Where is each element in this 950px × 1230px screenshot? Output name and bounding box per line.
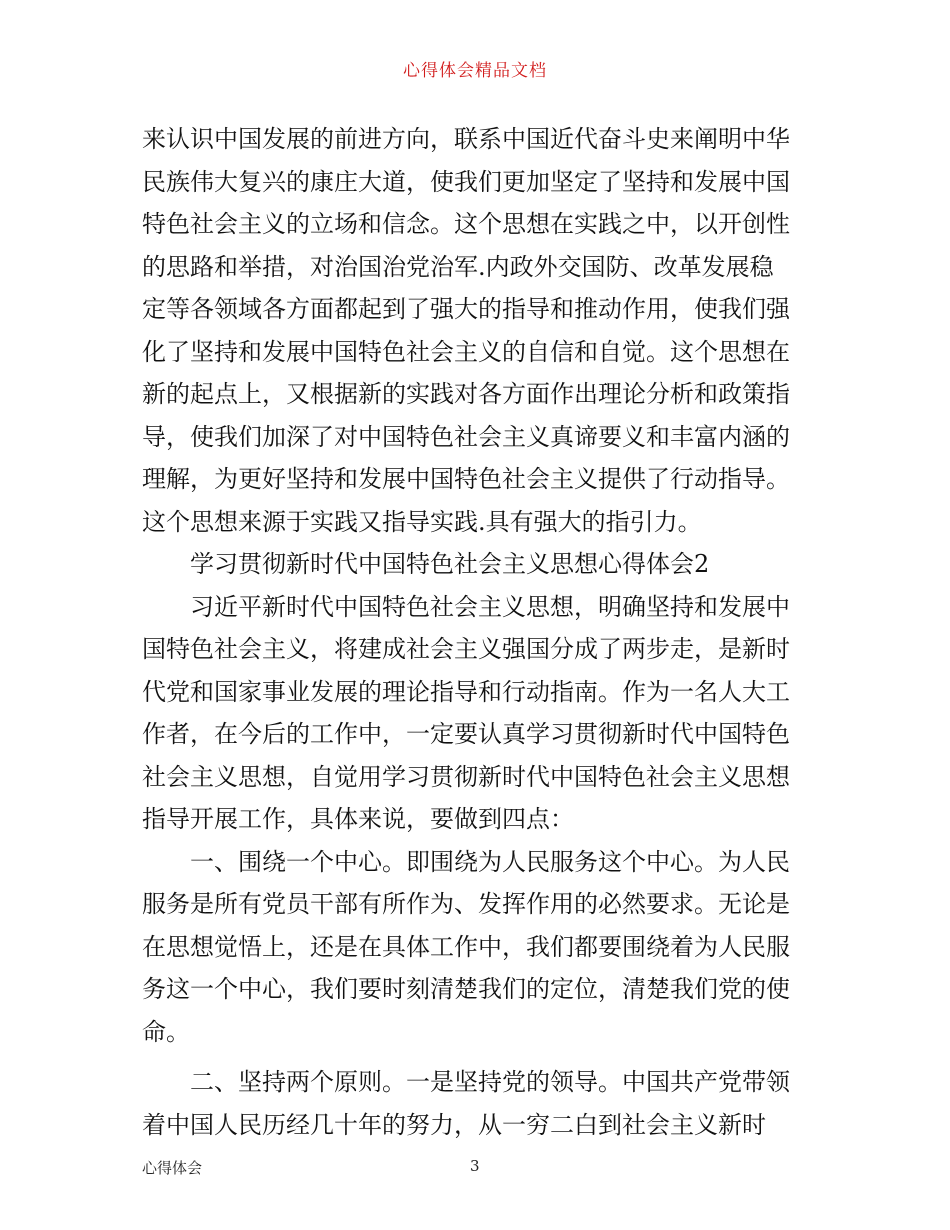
document-body <box>142 118 812 1146</box>
text-line: 一、围绕一个中心。即围绕为人民服务这个中心。为人民 <box>190 847 790 876</box>
footer-label: 心得体会 <box>142 1159 203 1177</box>
text-line: 导，使我们加深了对中国特色社会主义真谛要义和丰富内涵的 <box>142 422 790 451</box>
text-line: 指导开展工作，具体来说，要做到四点： <box>142 805 574 833</box>
section-heading: 学习贯彻新时代中国特色社会主义思想心得体会2 <box>190 550 710 578</box>
text-line: 国特色社会主义，将建成社会主义强国分成了两步走，是新时 <box>142 635 790 663</box>
text-line: 理解，为更好坚持和发展中国特色社会主义提供了行动指导。 <box>142 465 790 493</box>
text-line: 民族伟大复兴的康庄大道，使我们更加坚定了坚持和发展中国 <box>142 167 790 196</box>
text-line: 务这一个中心，我们要时刻清楚我们的定位，清楚我们党的使 <box>142 975 790 1003</box>
text-line: 二、坚持两个原则。一是坚持党的领导。中国共产党带领 <box>190 1068 790 1096</box>
text-line: 新的起点上，又根据新的实践对各方面作出理论分析和政策指 <box>142 380 790 408</box>
text-line: 着中国人民历经几十年的努力，从一穷二白到社会主义新时 <box>142 1110 766 1139</box>
text-line: 作者，在今后的工作中，一定要认真学习贯彻新时代中国特色 <box>142 720 790 748</box>
text-line: 社会主义思想，自觉用学习贯彻新时代中国特色社会主义思想 <box>142 762 790 791</box>
text-line: 这个思想来源于实践又指导实践.具有强大的指引力。 <box>142 507 702 536</box>
page-number: 3 <box>470 1157 480 1175</box>
text-line: 服务是所有党员干部有所作为、发挥作用的必然要求。无论是 <box>142 890 790 918</box>
page-header-title: 心得体会精品文档 <box>403 61 547 81</box>
text-line: 命。 <box>142 1017 190 1046</box>
text-line: 习近平新时代中国特色社会主义思想，明确坚持和发展中 <box>190 592 790 621</box>
text-line: 特色社会主义的立场和信念。这个思想在实践之中，以开创性 <box>142 210 790 238</box>
text-line: 定等各领域各方面都起到了强大的指导和推动作用，使我们强 <box>142 295 790 323</box>
text-line: 来认识中国发展的前进方向，联系中国近代奋斗史来阐明中华 <box>142 125 790 153</box>
text-line: 的思路和举措，对治国治党治军.内政外交国防、改革发展稳 <box>142 252 774 281</box>
text-line: 化了坚持和发展中国特色社会主义的自信和自觉。这个思想在 <box>142 337 790 366</box>
text-line: 代党和国家事业发展的理论指导和行动指南。作为一名人大工 <box>142 677 790 706</box>
text-line: 在思想觉悟上，还是在具体工作中，我们都要围绕着为人民服 <box>142 932 790 961</box>
